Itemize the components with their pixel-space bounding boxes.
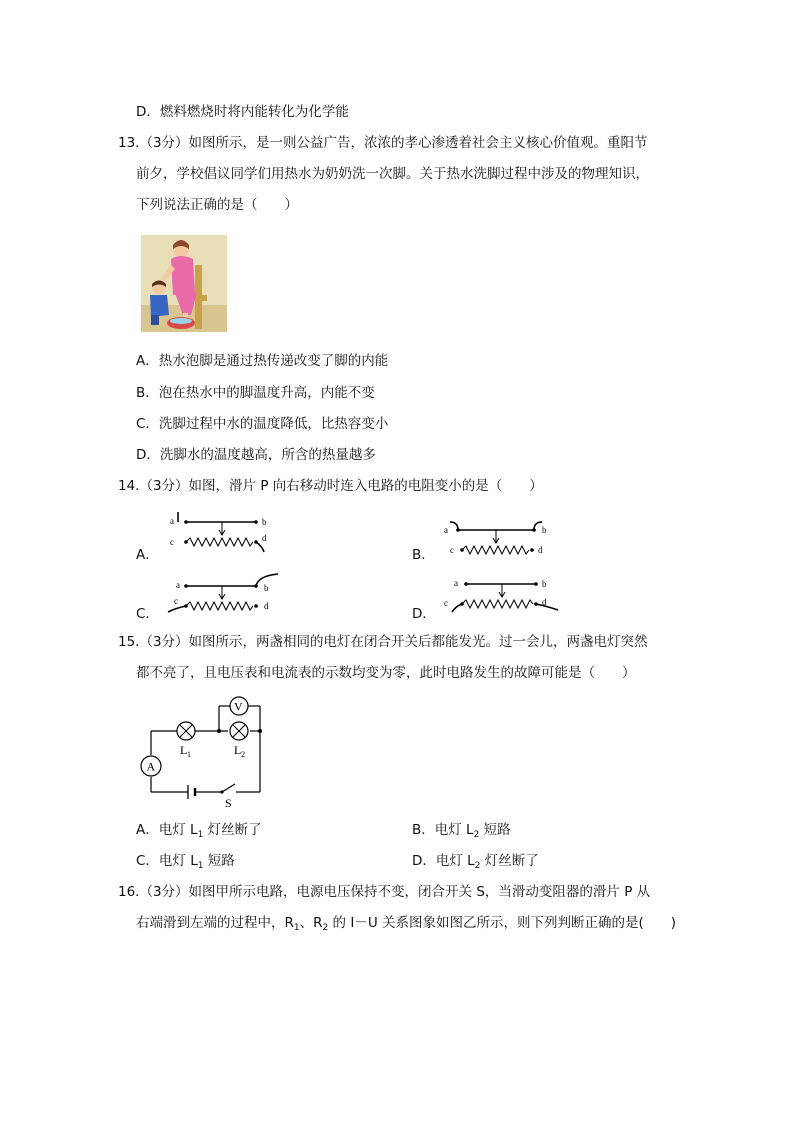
rheostat-diagram-a	[160, 508, 280, 556]
lamp-l2-subscript: 2	[241, 750, 245, 759]
terminal-d-label: d	[262, 533, 267, 543]
terminal-c-label: c	[170, 537, 174, 547]
voltmeter-label: V	[234, 699, 243, 714]
q13-option-c: C．洗脚过程中水的温度降低，比热容变小	[136, 416, 389, 432]
q13-option-b: B．泡在热水中的脚温度升高，内能不变	[136, 385, 375, 401]
q15-option-b: B．电灯 $L_2$ 短路	[412, 822, 511, 840]
terminal-a-label: a	[454, 578, 458, 588]
q13-option-a: A．热水泡脚是通过热传递改变了脚的内能	[136, 353, 389, 369]
switch-label: S	[225, 796, 232, 810]
terminal-a-label: a	[176, 580, 180, 590]
q15-option-a: A．电灯 $L_1$ 灯丝断了	[136, 822, 262, 840]
q14-stem: 14.（3分）如图，滑片 P 向右移动时连入电路的电阻变小的是（ ）	[118, 478, 543, 494]
q14-option-c-label: C．	[136, 606, 159, 622]
terminal-a-label: a	[444, 525, 448, 535]
lamp-l1-icon	[177, 722, 195, 740]
terminal-b-label: b	[264, 583, 269, 593]
lamp-l1-label: L	[180, 743, 188, 757]
terminal-b-label: b	[262, 517, 267, 527]
terminal-c-label: c	[450, 545, 454, 555]
terminal-b-label: b	[542, 579, 547, 589]
junction-node	[258, 729, 262, 733]
q13-stem-line3: 下列说法正确的是（ ）	[136, 197, 298, 213]
q13-option-d: D．洗脚水的温度越高，所含的热量越多	[136, 447, 376, 463]
terminal-d-label: d	[538, 545, 543, 555]
terminal-c-label: c	[444, 598, 448, 608]
lamp-l2-label: L	[234, 743, 242, 757]
lamp-l1-subscript: 1	[187, 750, 191, 759]
q14-option-b-label: B．	[412, 547, 435, 563]
lamp-l2-icon	[230, 722, 248, 740]
q16-stem-line1: 16.（3分）如图甲所示电路，电源电压保持不变，闭合开关 S，当滑动变阻器的滑片 P 从	[118, 884, 651, 900]
q15-option-d: D．电灯 $L_2$ 灯丝断了	[412, 853, 539, 871]
rheostat-diagram-c	[160, 572, 290, 618]
q15-option-c: C．电灯 $L_1$ 短路	[136, 853, 235, 871]
terminal-c-label: c	[174, 596, 178, 606]
lamp-circuit-diagram	[138, 694, 270, 812]
terminal-a-label: a	[170, 516, 174, 526]
terminal-d-label: d	[264, 601, 269, 611]
q16-stem-line2: 右端滑到左端的过程中，$R_1$、$R_2$ 的 I－U 关系图象如图乙所示，则下列判断正确的是( )	[136, 915, 677, 933]
q13-stem-line1: 13.（3分）如图所示，是一则公益广告，浓浓的孝心渗透着社会主义核心价值观。重阳节	[118, 135, 648, 151]
rheostat-diagram-d	[440, 572, 570, 618]
q12-option-d: D．燃料燃烧时将内能转化为化学能	[136, 104, 349, 120]
foot-washing-illustration	[141, 235, 227, 332]
terminal-b-label: b	[542, 525, 547, 535]
rheostat-diagram-b	[440, 516, 560, 560]
terminal-d-label: d	[542, 597, 547, 607]
q13-stem-line2: 前夕，学校倡议同学们用热水为奶奶洗一次脚。关于热水洗脚过程中涉及的物理知识，	[136, 166, 649, 182]
q14-option-d-label: D．	[412, 606, 436, 622]
q14-option-a-label: A．	[136, 547, 159, 563]
q15-stem-line1: 15.（3分）如图所示，两盏相同的电灯在闭合开关后都能发光。过一会儿，两盏电灯突然	[118, 634, 648, 650]
q15-stem-line2: 都不亮了，且电压表和电流表的示数均变为零，此时电路发生的故障可能是（ ）	[136, 665, 636, 681]
ammeter-label: A	[146, 759, 156, 774]
